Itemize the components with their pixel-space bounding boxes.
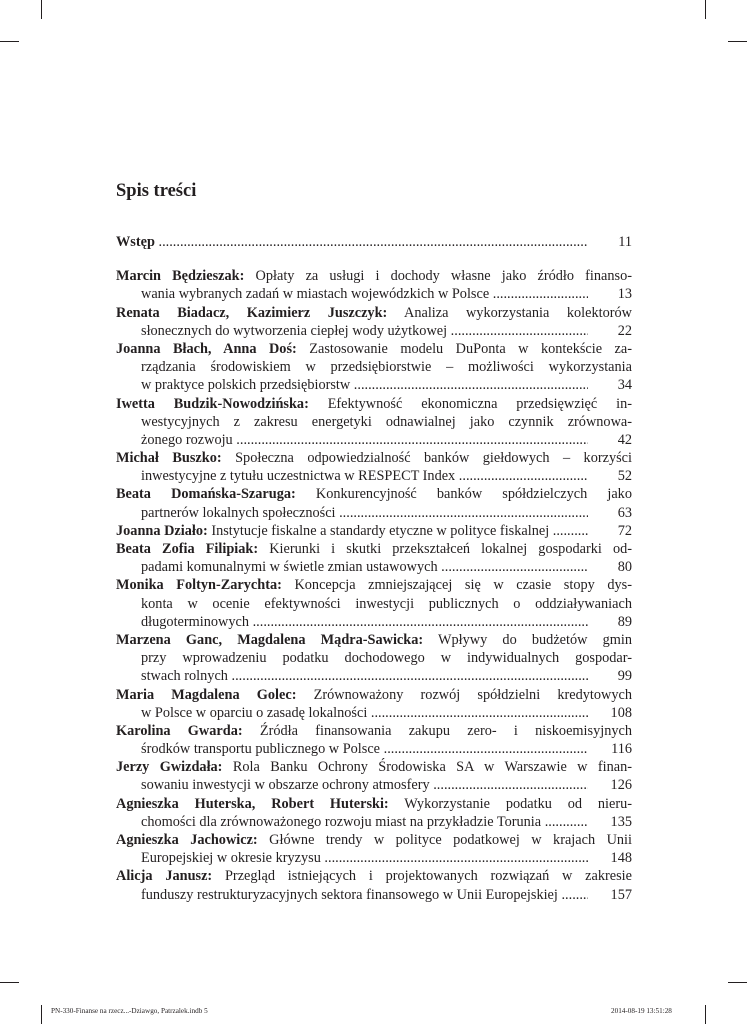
toc-author: Karolina Gwarda:: [116, 722, 243, 739]
crop-mark-right-bottom: [728, 982, 747, 983]
toc-entry[interactable]: [116, 758, 632, 794]
toc-entry-line: [116, 540, 632, 558]
toc-entry-last-line: [116, 613, 632, 631]
toc-page-number: 22: [617, 322, 632, 339]
toc-entry-line: [116, 449, 632, 467]
toc-entry-last-line: [116, 467, 632, 485]
toc-entry-line: [116, 485, 632, 503]
toc-entry-last-line: [116, 813, 632, 831]
toc-author: Maria Magdalena Golec:: [116, 686, 297, 703]
toc-page-number: 157: [610, 886, 632, 903]
toc-author: Joanna Działo:: [116, 522, 208, 539]
toc-entry-last-line: [116, 522, 632, 540]
toc-entry[interactable]: [116, 867, 632, 903]
crop-mark-bottom-right: [705, 1005, 706, 1024]
toc-entry-line: [116, 576, 632, 594]
toc-title-text: chomości dla zrównoważonego rozwoju miast na przykładzie Torunia .....: [141, 814, 588, 830]
footer-timestamp: 2014-08-19 13:51:28: [611, 1007, 672, 1015]
toc-author: Wstęp: [116, 234, 155, 250]
toc-author: Renata Biadacz, Kazimierz Juszczyk:: [116, 304, 388, 321]
toc-entry-last-line: [116, 886, 632, 904]
toc-author: Agnieszka Jachowicz:: [116, 832, 258, 848]
toc-title-text: w Polsce w oparciu o zasadę lokalności .....: [141, 705, 588, 721]
toc-title-text: Źródła finansowania zakupu zero- i niskoemisyjnych: [242, 722, 632, 739]
toc-title-text: rządzania środowiskiem w przedsiębiorstwie – możliwości wykorzystania: [141, 359, 632, 376]
toc-entry[interactable]: [116, 795, 632, 831]
toc-title-text: Rola Banku Ochrony Środowiska SA w Warszawie w finan-: [222, 759, 632, 776]
toc-title-text: padami komunalnymi w świetle zmian ustawowych .....: [141, 559, 588, 575]
toc-title-text: Wpływy do budżetów gmin: [423, 631, 632, 648]
footer-file: PN-330-Finanse na rzecz...-Dziawgo, Patrzalek.indb 5: [51, 1007, 208, 1015]
page-title: Spis treści: [116, 181, 197, 201]
toc-title-text: Przegląd istniejących i projektowanych rozwiązań w zakresie: [212, 868, 632, 885]
toc-entry[interactable]: [116, 267, 632, 303]
toc-title-text: żonego rozwoju .....: [141, 432, 588, 448]
toc-author: Joanna Błach, Anna Doś:: [116, 340, 297, 357]
toc-title-text: w praktyce polskich przedsiębiorstw .....: [141, 377, 588, 393]
toc-title-text: Europejskiej w okresie kryzysu .....: [141, 850, 588, 866]
toc-page-number: 126: [610, 777, 632, 794]
toc-entry-line: [116, 867, 632, 885]
toc-author: Iwetta Budzik-Nowodzińska:: [116, 395, 309, 412]
toc-entry-last-line: [116, 667, 632, 685]
toc-page-number: 89: [617, 613, 632, 630]
toc-page-number: 13: [617, 286, 632, 303]
toc-page-number: 11: [618, 233, 632, 250]
toc-entry-line: [116, 722, 632, 740]
toc-page-number: 52: [617, 468, 632, 485]
toc-entry-line: [116, 831, 632, 849]
crop-mark-top-right: [705, 0, 706, 19]
crop-mark-left-bottom: [0, 982, 19, 983]
toc-entry-line: [116, 649, 632, 667]
toc-entry[interactable]: [116, 304, 632, 340]
toc-author: Alicja Janusz:: [116, 868, 213, 885]
toc-entry-line: [116, 340, 632, 358]
toc-page-number: 80: [617, 559, 632, 576]
crop-mark-top-left: [41, 0, 42, 19]
toc-entry-last-line: [116, 704, 632, 722]
toc-author: Michał Buszko:: [116, 450, 222, 467]
toc-page-number: 148: [610, 850, 632, 867]
toc-page-number: 34: [617, 377, 632, 394]
toc-page-number: 99: [617, 668, 632, 685]
toc-entry[interactable]: [116, 722, 632, 758]
toc-entry-last-line: [116, 233, 632, 251]
toc-entry-last-line: [116, 740, 632, 758]
toc-page-number: 63: [617, 504, 632, 521]
toc-title-text: stwach rolnych .....: [141, 668, 588, 684]
toc-title-text: Zastosowanie modelu DuPonta w kontekście za-: [296, 340, 632, 357]
toc-entry[interactable]: [116, 831, 632, 867]
toc-entry-line: [116, 795, 632, 813]
toc-entry-line: [116, 758, 632, 776]
toc-entry-last-line: [116, 431, 632, 449]
toc-title-text: Wykorzystanie podatku od nieru-: [388, 795, 632, 812]
toc-title-text: Kierunki i skutki przekształceń lokalnej gospodarki od-: [258, 541, 632, 557]
toc-title-text: Zrównoważony rozwój spółdzielni kredytowych: [296, 686, 632, 703]
toc-page-number: 42: [617, 431, 632, 448]
toc-entry[interactable]: [116, 576, 632, 631]
toc-entry-last-line: [116, 285, 632, 303]
toc-entry[interactable]: [116, 340, 632, 395]
toc-entry-last-line: [116, 376, 632, 394]
toc-entry[interactable]: [116, 686, 632, 722]
toc-entry-last-line: [116, 849, 632, 867]
toc-title-text: środków transportu publicznego w Polsce .....: [141, 741, 588, 757]
crop-mark-left-top: [0, 41, 19, 42]
toc-title-text: [155, 234, 588, 250]
table-of-contents: [116, 233, 632, 904]
toc-title-text: Opłaty za usługi i dochody własne jako źródło finanso-: [244, 268, 632, 285]
toc-entry-line: [116, 686, 632, 704]
toc-entry-line: [116, 631, 632, 649]
toc-entry[interactable]: [116, 485, 632, 521]
toc-title-text: Społeczna odpowiedzialność banków giełdowych – korzyści: [221, 450, 632, 467]
toc-title-text: sowaniu inwestycji w obszarze ochrony atmosfery .....: [141, 777, 588, 793]
toc-author: Marcin Będzieszak:: [116, 268, 245, 285]
toc-page-number: 72: [617, 522, 632, 539]
toc-author: Jerzy Gwizdała:: [116, 759, 223, 776]
toc-entry[interactable]: [116, 233, 632, 251]
toc-title-text: funduszy restrukturyzacyjnych sektora finansowego w Unii Europejskiej .....: [141, 887, 588, 903]
toc-page-number: 116: [611, 741, 632, 758]
toc-entry[interactable]: [116, 631, 632, 686]
toc-title-text: konta w ocenie efektywności inwestycji publicznych o oddziaływaniach: [141, 595, 632, 612]
toc-entry-last-line: [116, 504, 632, 522]
toc-entry[interactable]: [116, 522, 632, 540]
toc-title-text: partnerów lokalnych społeczności .....: [141, 505, 588, 521]
toc-title-text: długoterminowych .....: [141, 614, 588, 630]
toc-entry-line: [116, 395, 632, 413]
toc-author: Beata Domańska-Szaruga:: [116, 486, 296, 503]
crop-mark-right-top: [728, 41, 747, 42]
toc-title-text: Analiza wykorzystania kolektorów: [387, 304, 632, 321]
toc-entry[interactable]: [116, 540, 632, 576]
toc-entry-line: [116, 267, 632, 285]
toc-entry[interactable]: [116, 395, 632, 450]
toc-title-text: Główne trendy w polityce podatkowej w krajach Unii: [257, 832, 632, 848]
toc-entry-last-line: [116, 776, 632, 794]
toc-entry-last-line: [116, 558, 632, 576]
toc-title-text: Instytucje fiskalne a standardy etyczne w polityce fiskalnej .....: [208, 523, 588, 539]
toc-entry[interactable]: [116, 449, 632, 485]
toc-author: Marzena Ganc, Magdalena Mądra-Sawicka:: [116, 631, 424, 648]
toc-title-text: westycyjnych z zakresu energetyki odnawialnej jako czynnik zrównowa-: [141, 413, 632, 430]
toc-entry-line: [116, 358, 632, 376]
toc-title-text: wania wybranych zadań w miastach wojewódzkich w Polsce .....: [141, 286, 588, 302]
toc-title-text: Koncepcja zmniejszającej się w czasie stopy dys-: [281, 577, 632, 594]
toc-entry-line: [116, 304, 632, 322]
toc-author: Beata Zofia Filipiak:: [116, 541, 259, 557]
toc-entry-line: [116, 413, 632, 431]
crop-mark-bottom-left: [41, 1005, 42, 1024]
toc-page-number: 108: [610, 704, 632, 721]
toc-entry-last-line: [116, 322, 632, 340]
toc-entry-line: [116, 595, 632, 613]
toc-author: Monika Foltyn-Zarychta:: [116, 577, 282, 594]
toc-title-text: Konkurencyjność banków spółdzielczych jako: [295, 486, 632, 503]
toc-title-text: słonecznych do wytworzenia ciepłej wody użytkowej .....: [141, 323, 588, 339]
toc-title-text: Efektywność ekonomiczna przedsięwzięć in-: [308, 395, 632, 412]
toc-title-text: inwestycyjne z tytułu uczestnictwa w RESPECT Index .....: [141, 468, 588, 484]
toc-page-number: 135: [610, 813, 632, 830]
toc-author: Agnieszka Huterska, Robert Huterski:: [116, 795, 389, 812]
toc-title-text: przy wprowadzeniu podatku dochodowego w indywidualnych gospodar-: [141, 650, 632, 667]
